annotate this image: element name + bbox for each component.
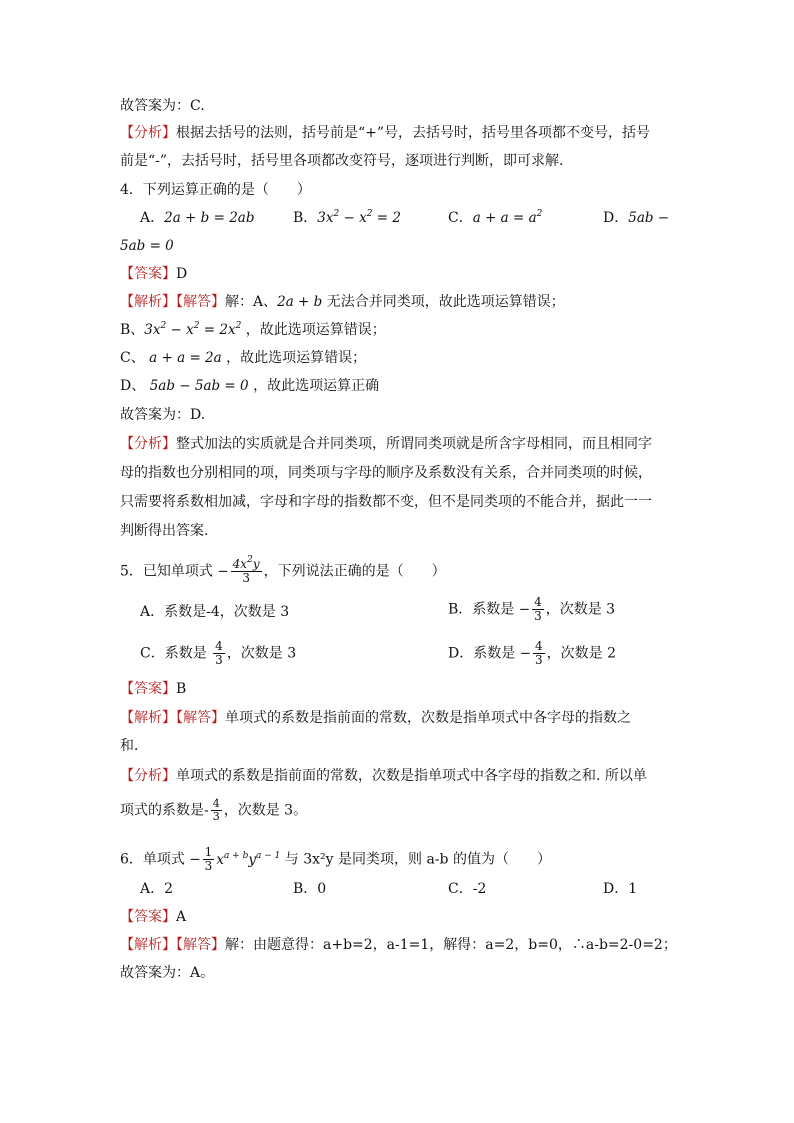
- q4-final-answer: 故答案为：D.: [120, 407, 206, 423]
- q5-option-b: B．系数是 − $\frac{4}{3}$ ，次数是 3: [448, 595, 616, 623]
- q6-answer: 【答案】A: [120, 909, 187, 925]
- q6-option-c: C．-2: [448, 881, 487, 897]
- q6-option-b: B．0: [293, 881, 327, 897]
- q4-option-d-cont: 5ab = 0: [120, 238, 174, 254]
- q4-option-d: D．5ab −: [603, 210, 670, 226]
- q4-option-b: B．$3x^2 - x^2 = 2$: [293, 209, 401, 226]
- q5-option-d: D．系数是 − $\frac{4}{3}$ ，次数是 2: [448, 639, 616, 667]
- q5-solution-2: 和．: [120, 738, 148, 754]
- q3-analysis-line-2: 前是“-”，去括号时，括号里各项都改变符号，逐项进行判断，即可求解.: [120, 153, 564, 169]
- q5-option-c: C．系数是 $\frac{4}{3}$ ，次数是 3: [140, 639, 297, 667]
- q5-analysis-2: 项式的系数是- $\frac{4}{3}$ ，次数是 3。: [120, 797, 308, 823]
- q4-analysis-2: 母的指数也分别相同的项，同类项与字母的顺序及系数没有关系，合并同类项的时候，: [120, 465, 652, 481]
- q5-monomial-fraction: $\frac{4x^2y}{3}$: [232, 555, 260, 585]
- q4-solution-2: B、$3x^2 - x^2 = 2x^2$ ，故此选项运算错误；: [120, 321, 386, 338]
- q4-analysis-1: 【分析】整式加法的实质就是合并同类项，所谓同类项就是所含字母相同，而且相同字: [120, 436, 652, 452]
- q4-stem: 4．下列运算正确的是（ ）: [120, 182, 311, 198]
- q4-answer: 【答案】D: [120, 266, 188, 282]
- q3-final-answer: 故答案为：C.: [120, 98, 205, 114]
- q3-analysis-line-1: 【分析】根据去括号的法则，括号前是“+”号，去括号时，括号里各项都不变号，括号: [120, 125, 651, 141]
- q5-analysis-1: 【分析】单项式的系数是指前面的常数，次数是指单项式中各字母的指数之和. 所以单: [120, 768, 647, 784]
- q5-stem: 5．已知单项式 − $\frac{4x^2y}{3}$ ，下列说法正确的是（ ）: [120, 555, 446, 585]
- q5-solution-1: 【解析】【解答】单项式的系数是指前面的常数，次数是指单项式中各字母的指数之: [120, 710, 631, 726]
- q5-answer: 【答案】B: [120, 681, 187, 697]
- q6-option-a: A．2: [140, 881, 174, 897]
- q4-option-c: C．$a + a = a^2$: [448, 209, 543, 226]
- analysis-tag: 【分析】: [120, 125, 176, 141]
- q4-solution-3: C、 a + a = 2a ，故此选项运算错误；: [120, 350, 367, 366]
- q4-option-a: A．2a + b = 2ab: [140, 210, 255, 226]
- q6-stem: 6．单项式 − $\frac{1}{3}$ $x^{a + b}y^{a - 1}$ 与 3x²y 是同类项，则 a-b 的值为（ ）: [120, 845, 551, 873]
- q6-solution: 【解析】【解答】解：由题意得：a+b=2，a-1=1，解得：a=2，b=0，∴a-b=2-0=2；: [120, 937, 677, 953]
- q5-option-a: A．系数是-4，次数是 3: [140, 604, 290, 620]
- q4-analysis-3: 只需要将系数相加减，字母和字母的指数都不变，但不是同类项的不能合并，据此一一: [120, 494, 652, 510]
- q6-option-d: D．1: [603, 881, 638, 897]
- q4-analysis-4: 判断得出答案.: [120, 523, 209, 539]
- q4-solution-4: D、 5ab − 5ab = 0 ，故此选项运算正确: [120, 378, 380, 394]
- q6-final-answer: 故答案为：A。: [120, 965, 215, 981]
- q4-solution-1: 【解析】【解答】解：A、2a + b 无法合并同类项，故此选项运算错误；: [120, 294, 565, 310]
